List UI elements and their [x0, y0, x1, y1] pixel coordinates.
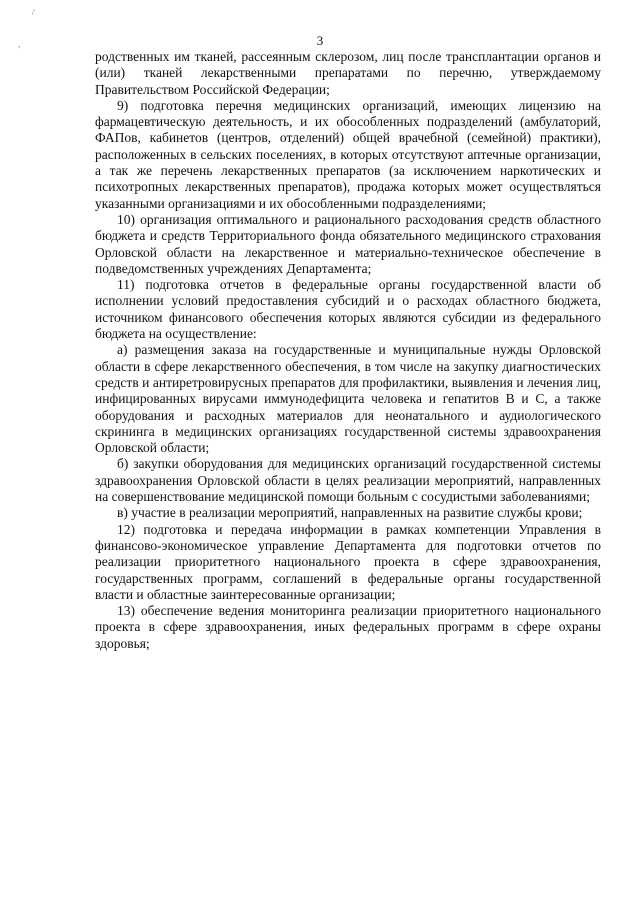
paragraph-subitem-a: а) размещения заказа на государственные и муниципальные нужды Орловской области в сфере лекарственного обеспечения, в том числе на закупку диагностических средств и антиретровирусных препаратов для профилактики, выявления и лечения лиц, инфицированных вирусами иммунодефицита человека и гепатитов В и С, а также оборудования и расходных материалов для неонатального и аудиологического скрининга в медицинских организациях государственной системы здравоохранения Орловской области;: [95, 342, 601, 456]
paragraph-item-9: 9) подготовка перечня медицинских организаций, имеющих лицензию на фармацевтическую деятельность, и их обособленных подразделений (амбулаторий, ФАПов, кабинетов (центров, отделений) общей врачебной (семейной) практики), расположенных в сельских поселениях, в которых отсутствуют аптечные организации, а так же перечень лекарственных препаратов (за исключением наркотических и психотропных лекарственных препаратов), продажа которых может осуществляться указанными организациями и их обособленными подразделениями;: [95, 97, 601, 211]
paragraph-subitem-b: б) закупки оборудования для медицинских организаций государственной системы здравоохранения Орловской области в целях реализации мероприятий, направленных на совершенствование медицинской помощи больным с сосудистыми заболеваниями;: [95, 456, 601, 505]
scan-speck: ,: [18, 39, 21, 49]
paragraph-continuation: родственных им тканей, рассеянным склерозом, лиц после трансплантации органов и (или) тканей лекарственными препаратами по перечню, утверждаемому Правительством Российской Федерации;: [95, 49, 601, 97]
paragraph-subitem-v: в) участие в реализации мероприятий, направленных на развитие службы крови;: [117, 505, 583, 521]
document-body: [95, 49, 601, 652]
paragraph-item-11: 11) подготовка отчетов в федеральные органы государственной власти об исполнении условий предоставления субсидий и о расходах областного бюджета, источником финансового обеспечения которых являются субсидии из федерального бюджета на осуществление:: [95, 277, 601, 342]
paragraph-item-10: 10) организация оптимального и рационального расходования средств областного бюджета и средств Территориального фонда обязательного медицинского страхования Орловской области на лекарственное и материально-техническое обеспечение в подведомственных учреждениях Департамента;: [95, 211, 601, 276]
paragraph-item-13: 13) обеспечение ведения мониторинга реализации приоритетного национального проекта в сфере здравоохранения, иных федеральных программ в сфере охраны здоровья;: [95, 603, 601, 651]
scan-speck: /: [32, 7, 35, 17]
page-number: 3: [316, 33, 324, 48]
paragraph-item-12: 12) подготовка и передача информации в рамках компетенции Управления в финансово-экономическое управление Департамента для подготовки отчетов по реализации приоритетного национального проекта в сфере здравоохранения, государственных программ, соглашений в федеральные органы государственной власти и областные заинтересованные организации;: [95, 521, 601, 602]
